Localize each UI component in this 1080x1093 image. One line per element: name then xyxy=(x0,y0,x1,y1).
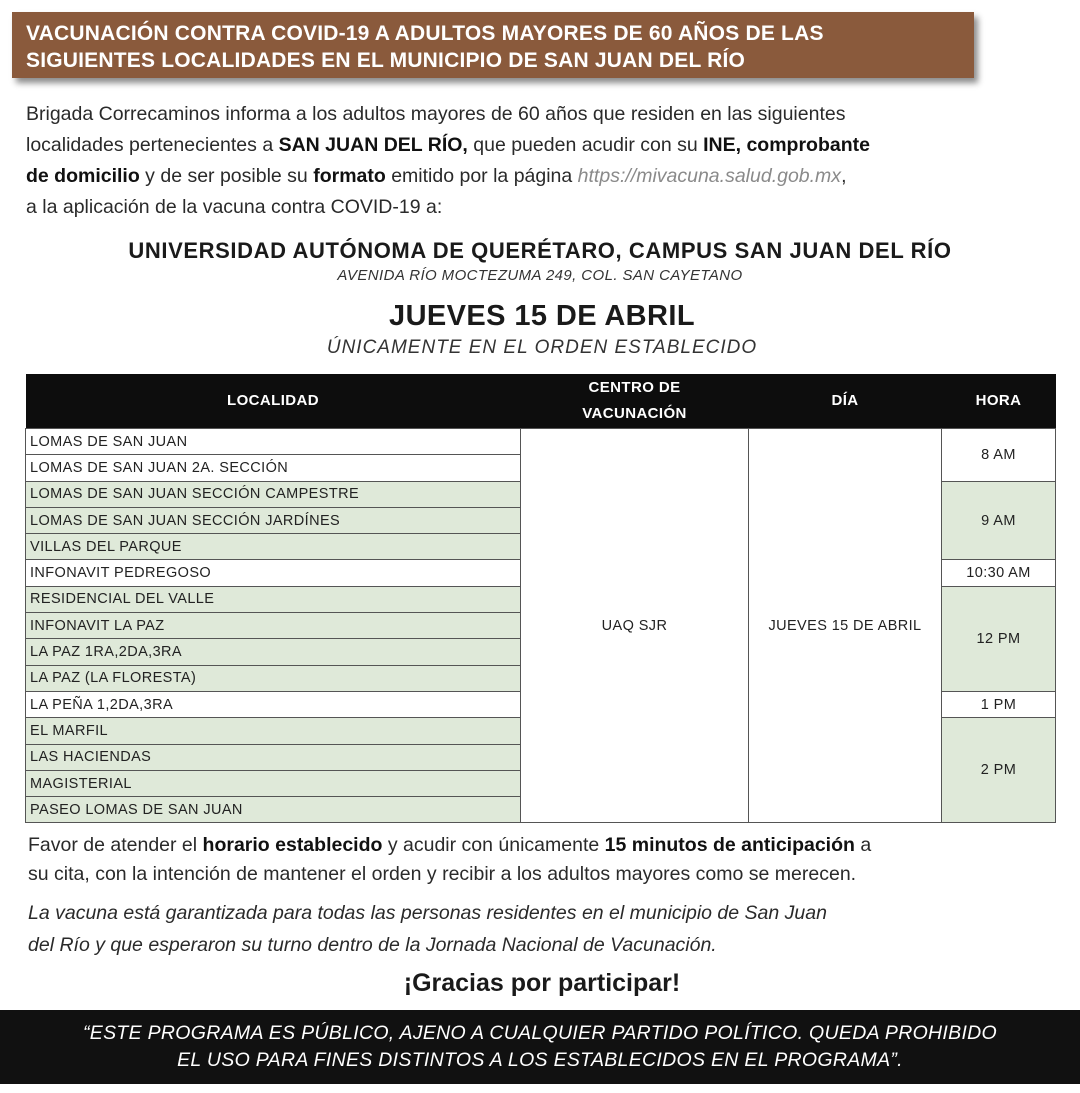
disclaimer-line-1: “ESTE PROGRAMA ES PÚBLICO, AJENO A CUALQUIER PARTIDO POLÍTICO. QUEDA PROHIBIDO xyxy=(82,1022,998,1044)
date-subtitle: ÚNICAMENTE EN EL ORDEN ESTABLECIDO xyxy=(326,337,758,358)
vaccine-registration-link[interactable]: https://mivacuna.salud.gob.mx xyxy=(577,165,842,187)
guarantee-line-1: La vacuna está garantizada para todas las personas residentes en el municipio de San Juan xyxy=(28,902,827,924)
guarantee-paragraph xyxy=(28,897,1062,961)
header-centro-line-2: VACUNACIÓN xyxy=(582,405,687,422)
instructions-bold-horario: horario establecido xyxy=(202,834,383,856)
intro-bold-formato: formato xyxy=(313,165,386,187)
disclaimer-banner xyxy=(0,1010,1080,1084)
intro-line-2 xyxy=(26,130,1060,161)
localidad-cell: LOMAS DE SAN JUAN SECCIÓN JARDÍNES xyxy=(26,507,521,533)
schedule-table xyxy=(25,374,1056,823)
instructions-text: Favor de atender el xyxy=(28,834,203,856)
localidad-cell: LOMAS DE SAN JUAN xyxy=(26,429,521,455)
instructions-line-2: su cita, con la intención de mantener el orden y recibir a los adultos mayores como se merecen. xyxy=(28,863,857,885)
thanks-message: ¡Gracias por participar! xyxy=(403,969,681,997)
banner-line-2: SIGUIENTES LOCALIDADES EN EL MUNICIPIO DE SAN JUAN DEL RÍO xyxy=(26,49,746,72)
venue-name: UNIVERSIDAD AUTÓNOMA DE QUERÉTARO, CAMPUS SAN JUAN DEL RÍO xyxy=(128,238,952,263)
hora-cell: 8 AM xyxy=(942,429,1056,482)
localidad-cell: LOMAS DE SAN JUAN 2A. SECCIÓN xyxy=(26,455,521,481)
header-localidad: LOCALIDAD xyxy=(26,374,521,429)
header-hora: HORA xyxy=(942,374,1056,429)
localidad-cell: LOMAS DE SAN JUAN SECCIÓN CAMPESTRE xyxy=(26,481,521,507)
hora-cell: 12 PM xyxy=(942,586,1056,691)
localidad-cell: MAGISTERIAL xyxy=(26,770,521,796)
guarantee-line-2: del Río y que esperaron su turno dentro de la Jornada Nacional de Vacunación. xyxy=(28,934,717,956)
instructions-text: a xyxy=(854,834,872,856)
disclaimer-line-2: EL USO PARA FINES DISTINTOS A LOS ESTABLECIDOS EN EL PROGRAMA”. xyxy=(177,1049,903,1071)
intro-line-1: Brigada Correcaminos informa a los adultos mayores de 60 años que residen en las siguientes xyxy=(26,103,846,125)
header-centro-line-1: CENTRO DE xyxy=(588,379,681,396)
intro-text: localidades pertenecientes a xyxy=(26,134,279,156)
localidad-cell: LA PAZ (LA FLORESTA) xyxy=(26,665,521,691)
header-centro xyxy=(521,374,749,429)
localidad-cell: INFONAVIT PEDREGOSO xyxy=(26,560,521,586)
localidad-cell: EL MARFIL xyxy=(26,718,521,744)
intro-text: y de ser posible su xyxy=(139,165,314,187)
intro-text: , xyxy=(841,165,847,187)
intro-bold-domicilio: de domicilio xyxy=(26,165,140,187)
instructions-text: y acudir con únicamente xyxy=(382,834,605,856)
banner-line-1: VACUNACIÓN CONTRA COVID-19 A ADULTOS MAYORES DE 60 AÑOS DE LAS xyxy=(26,22,824,45)
hora-cell: 1 PM xyxy=(942,691,1056,717)
title-banner xyxy=(12,12,974,78)
instructions-bold-minutos: 15 minutos de anticipación xyxy=(604,834,855,856)
intro-bold-ine: INE, comprobante xyxy=(703,134,870,156)
localidad-cell: LA PAZ 1RA,2DA,3RA xyxy=(26,639,521,665)
date-title: JUEVES 15 DE ABRIL xyxy=(389,300,695,332)
localidad-cell: VILLAS DEL PARQUE xyxy=(26,534,521,560)
hora-cell: 9 AM xyxy=(942,481,1056,560)
intro-line-4: a la aplicación de la vacuna contra COVID-19 a: xyxy=(26,196,443,218)
hora-cell: 2 PM xyxy=(942,718,1056,823)
instructions-paragraph xyxy=(28,831,1062,889)
centro-cell: UAQ SJR xyxy=(521,429,749,823)
localidad-cell: RESIDENCIAL DEL VALLE xyxy=(26,586,521,612)
table-header-row xyxy=(26,374,1056,429)
intro-text: emitido por la página xyxy=(385,165,578,187)
hora-cell: 10:30 AM xyxy=(942,560,1056,586)
localidad-cell: LAS HACIENDAS xyxy=(26,744,521,770)
localidad-cell: LA PEÑA 1,2DA,3RA xyxy=(26,691,521,717)
dia-cell: JUEVES 15 DE ABRIL xyxy=(749,429,942,823)
table-row xyxy=(26,429,1056,455)
intro-paragraph xyxy=(26,99,1060,223)
instructions-line-1 xyxy=(28,831,1062,860)
venue-address: AVENIDA RÍO MOCTEZUMA 249, COL. SAN CAYETANO xyxy=(337,267,743,284)
intro-line-3 xyxy=(26,161,1060,192)
intro-text: que pueden acudir con su xyxy=(467,134,704,156)
localidad-cell: PASEO LOMAS DE SAN JUAN xyxy=(26,797,521,823)
intro-bold-municipio: SAN JUAN DEL RÍO, xyxy=(278,134,468,156)
localidad-cell: INFONAVIT LA PAZ xyxy=(26,613,521,639)
header-dia: DÍA xyxy=(749,374,942,429)
